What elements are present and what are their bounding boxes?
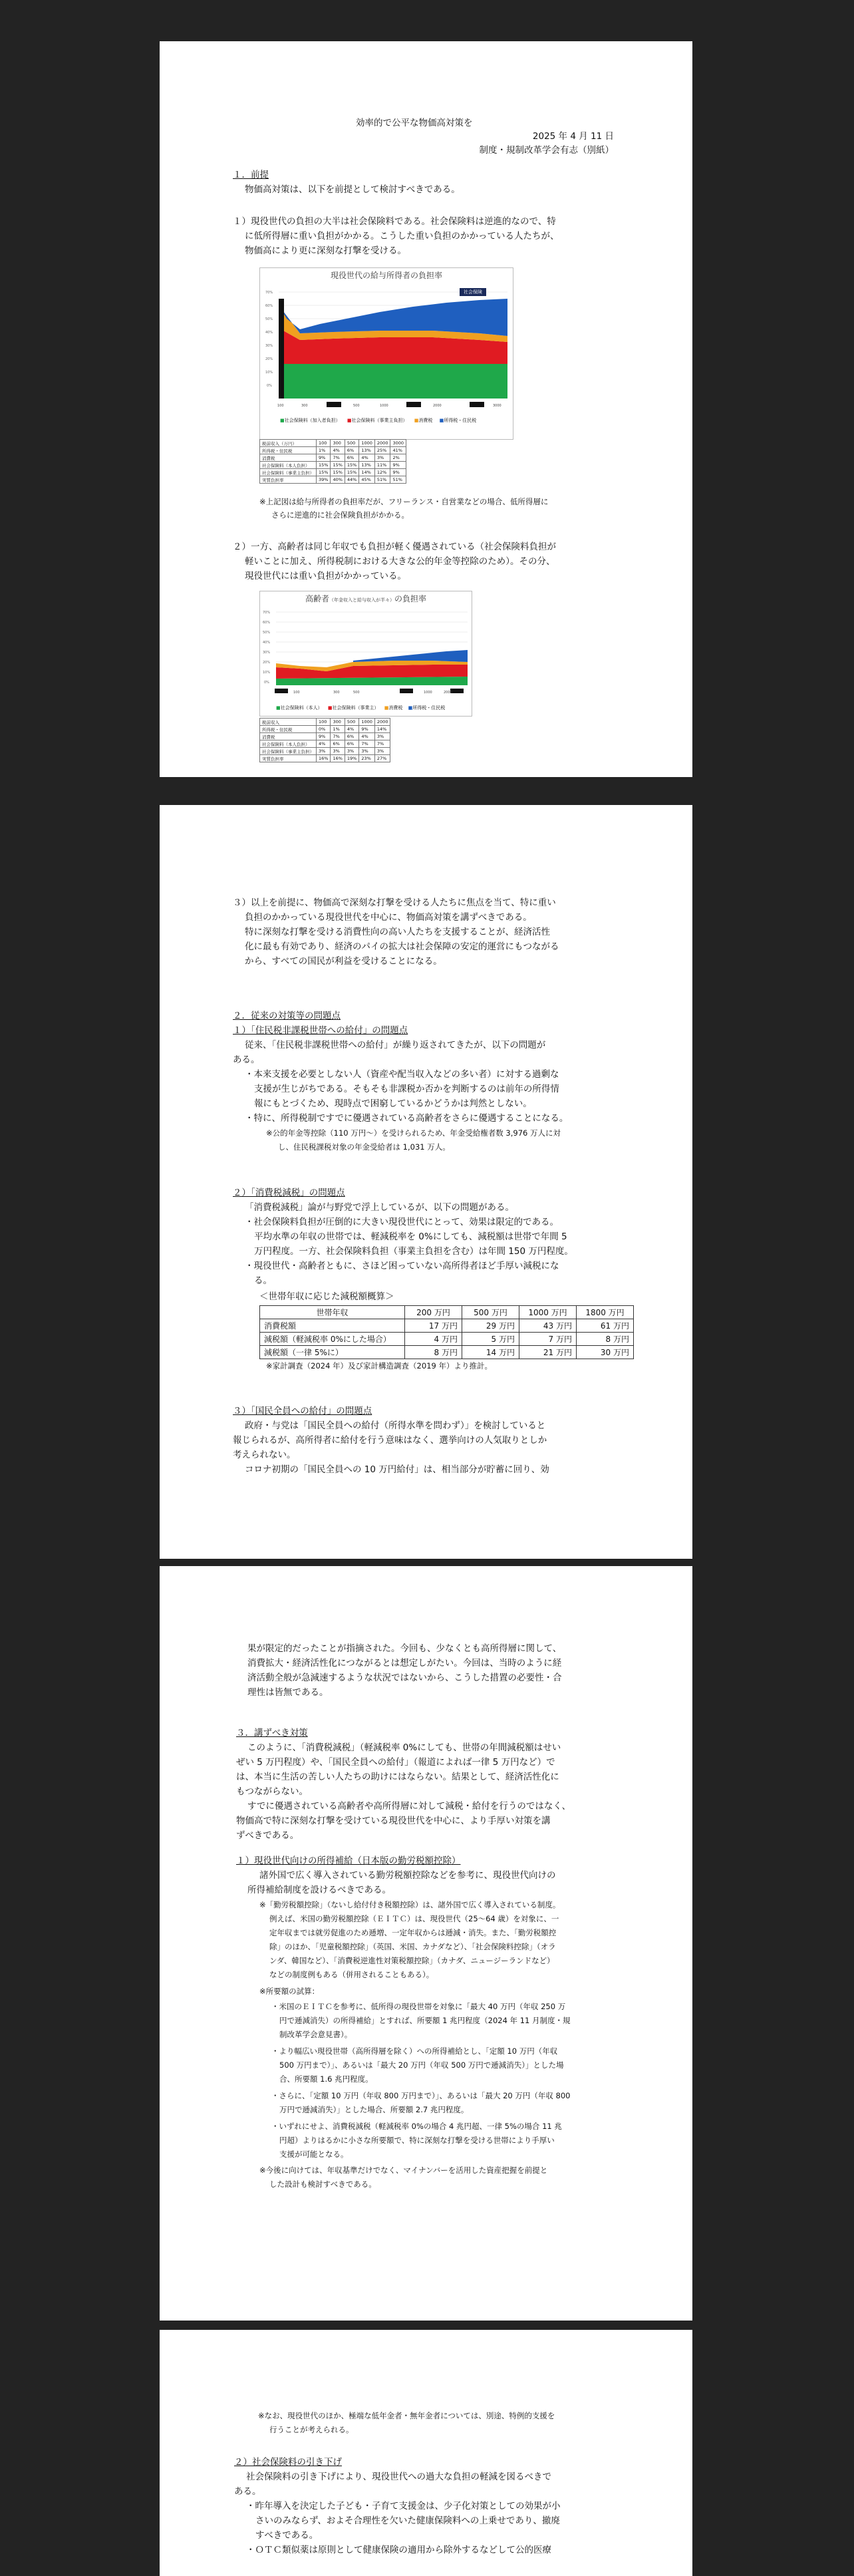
table-row: 世帯年収 200 万円 500 万円 1000 万円 1800 万円 bbox=[260, 1306, 634, 1319]
note-1-line: ※上記図は給与所得者の負担率だが、フリーランス・自営業などの場合、低所得層に bbox=[259, 497, 549, 506]
point-3-line: 化に最も有効であり、経済のパイの拡大は社会保障の安定的運営にもつながる bbox=[245, 941, 559, 952]
chart-1-title: 現役世代の給与所得者の負担率 bbox=[330, 271, 442, 280]
legend-item: 所得税・住民税 bbox=[444, 418, 477, 423]
svg-text:3000: 3000 bbox=[493, 404, 501, 408]
body-line: 理性は皆無である。 bbox=[247, 1687, 329, 1698]
page-3 bbox=[160, 1566, 692, 2321]
band-income-tax bbox=[353, 650, 468, 662]
svg-text:1000: 1000 bbox=[424, 691, 432, 695]
table-row: 税前収入（万円） 100 300 500 1000 2000 3000 bbox=[260, 440, 406, 447]
svg-text:50%: 50% bbox=[263, 631, 271, 635]
svg-text:30%: 30% bbox=[263, 651, 271, 655]
body-line: 従来、「住民税非課税世帯への給付」が繰り返されてきたが、以下の問題が bbox=[245, 1040, 546, 1050]
body-line: る。 bbox=[254, 1275, 272, 1286]
body-line: ぜい 5 万円程度）や、「国民全員への給付」（報道によれば一律 5 万円など）で bbox=[236, 1757, 555, 1768]
note-line: ・いずれにせよ、消費税減税（軽減税率 0%の場合 4 兆円超、一律 5%の場合 11 兆 bbox=[271, 2122, 562, 2131]
note-line: などの制度例もある（併用されることもある）。 bbox=[269, 1970, 434, 1979]
svg-text:60%: 60% bbox=[263, 621, 271, 625]
section-2-heading: ２．従来の対策等の問題点 bbox=[233, 1011, 341, 1021]
point-1-line: 物価高により更に深刻な打撃を受ける。 bbox=[245, 245, 406, 256]
svg-text:2000: 2000 bbox=[433, 404, 442, 408]
note-line: 除」のほか、「児童税額控除」（英国、米国、カナダなど）、「社会保険料控除」（オラ bbox=[269, 1942, 556, 1951]
page-1 bbox=[160, 41, 692, 777]
svg-text:40%: 40% bbox=[263, 641, 271, 645]
legend-item: 消費税 bbox=[388, 705, 403, 711]
note-line: ※今後に向けては、年収基準だけでなく、マイナンバーを活用した資産把握を前提と bbox=[259, 2166, 548, 2175]
svg-text:1000: 1000 bbox=[380, 404, 388, 408]
section-2-2-heading: ２）「消費税減税」の問題点 bbox=[233, 1188, 345, 1198]
svg-text:2000: 2000 bbox=[444, 691, 452, 695]
body-line: ・特に、所得税制ですでに優遇されている高齢者をさらに優遇することになる。 bbox=[245, 1113, 569, 1124]
point-2-line: ２）一方、高齢者は同じ年収でも負担が軽く優遇されている（社会保険料負担が bbox=[233, 542, 556, 552]
svg-text:70%: 70% bbox=[265, 291, 273, 295]
body-line: コロナ初期の「国民全員への 10 万円給付」は、相当部分が貯蓄に回り、効 bbox=[245, 1464, 549, 1475]
chart-1-legend: ■社会保険料（加入者負担） ■社会保険料（事業主負担） ■消費税 ■所得税・住民税 bbox=[280, 418, 477, 423]
table-row: 実質負担率 16% 16% 19% 23% 27% bbox=[260, 755, 390, 762]
note-line: ・より幅広い現役世帯（高所得層を除く）への所得補給とし、「定額 10 万円（年収 bbox=[271, 2046, 558, 2056]
page-2 bbox=[160, 805, 692, 1559]
chart-working-burden bbox=[259, 267, 513, 440]
body-line: ・現役世代・高齢者ともに、さほど困っていない高所得者ほど手厚い減税にな bbox=[245, 1261, 559, 1271]
table-row: 減税額（一律 5%に） 8 万円 14 万円 21 万円 30 万円 bbox=[260, 1346, 634, 1359]
note-line: ※なお、現役世代のほか、極端な低年金者・無年金者については、別途、特例的支援を bbox=[258, 2411, 555, 2420]
chart-1-badge: 社会保険 bbox=[460, 288, 486, 296]
tax-reduction-table bbox=[259, 1305, 634, 1359]
table-row: 税前収入 100 300 500 1000 2000 bbox=[260, 719, 390, 726]
section-2-1-heading: １）「住民税非課税世帯への給付」の問題点 bbox=[233, 1025, 408, 1036]
point-2-line: 軽いことに加え、所得税制における大きな公的年金等控除のため）。その分、 bbox=[245, 556, 555, 567]
svg-text:0%: 0% bbox=[267, 384, 272, 388]
section-3-heading: ３．講ずべき対策 bbox=[236, 1728, 308, 1738]
body-line: ・本来支援を必要としない人（資産や配当収入などの多い者）に対する過剰な bbox=[245, 1069, 559, 1080]
note-1-line: さらに逆進的に社会保険負担がかかる。 bbox=[271, 510, 409, 520]
note-line: 制改革学会意見書）。 bbox=[279, 2030, 353, 2039]
table-caption: ＜世帯年収に応じた減税額概算＞ bbox=[259, 1291, 394, 1302]
body-line: 果が限定的だったことが指摘された。今回も、少なくとも高所得層に関して、 bbox=[247, 1643, 562, 1654]
svg-text:500: 500 bbox=[353, 691, 360, 695]
point-3-line: から、すべての国民が利益を受けることになる。 bbox=[245, 956, 442, 967]
chart-1-table bbox=[259, 439, 406, 484]
table-row: 社会保険料（事業主負担） 3% 3% 3% 3% 3% bbox=[260, 748, 390, 755]
svg-text:500: 500 bbox=[353, 404, 360, 408]
body-line: 消費拡大・経済活性化につながるとは想定しがたい。今回は、当時のように経 bbox=[247, 1658, 562, 1669]
body-line: ずべきである。 bbox=[236, 1830, 299, 1841]
body-line: 平均水準の年収の世帯では、軽減税率を 0%にしても、減税額は世帯で年間 5 bbox=[254, 1231, 567, 1242]
table-row: 実質負担率 39% 40% 44% 45% 51% 51% bbox=[260, 476, 406, 484]
body-line: ・社会保険料負担が圧倒的に大きい現役世代にとって、効果は限定的である。 bbox=[245, 1217, 559, 1227]
svg-text:70%: 70% bbox=[263, 611, 271, 615]
chart-2-plot bbox=[260, 602, 472, 702]
chart-2-legend: ■社会保険料（本人） ■社会保険料（事業主） ■消費税 ■所得税・住民税 bbox=[276, 705, 446, 711]
band-income-tax bbox=[279, 299, 507, 336]
body-line: このように、「消費税減税」（軽減税率 0%にしても、世帯の年間減税額はせい bbox=[247, 1742, 561, 1753]
note-line: 500 万円まで）」、あるいは「最大 20 万円（年収 500 万円で逓減消失）」とした場 bbox=[279, 2060, 564, 2070]
body-line: ・ＯＴＣ類似薬は原則として健康保険の適用から除外するなどして公的医療 bbox=[246, 2545, 551, 2555]
note-line: 合、所要額 1.6 兆円程度。 bbox=[279, 2074, 373, 2084]
point-2-line: 現役世代には重い負担がかかっている。 bbox=[245, 571, 406, 581]
note-line: ・さらに、「定額 10 万円（年収 800 万円まで）」、あるいは「最大 20 万円（年収 800 bbox=[271, 2091, 571, 2100]
note-line: ンダ、韓国など）、「消費税逆進性対策税額控除」（カナダ、ニュージーランドなど） bbox=[269, 1956, 555, 1965]
section-2-3-heading: ３）「国民全員への給付」の問題点 bbox=[233, 1406, 372, 1416]
note-line: 万円で逓減消失）」とした場合、所要額 2.7 兆円程度。 bbox=[279, 2105, 469, 2114]
point-3-line: 負担のかかっている現役世代を中心に、物価高対策を講ずべきである。 bbox=[245, 912, 532, 923]
chart-elderly-burden bbox=[259, 591, 472, 717]
note-line: 支援が可能となる。 bbox=[279, 2150, 349, 2159]
svg-text:60%: 60% bbox=[265, 304, 273, 308]
chart-2-title: 高齢者（年金収入と給与収入が半々）の負担率 bbox=[305, 594, 427, 603]
table-note: ※家計調査（2024 年）及び家計構造調査（2019 年）より推計。 bbox=[266, 1361, 492, 1370]
table-row: 社会保険料（本人負担） 4% 6% 6% 7% 7% bbox=[260, 740, 390, 748]
table-row: 所得税・住民税 0% 1% 4% 9% 14% bbox=[260, 726, 390, 733]
body-line: 所得補給制度を設けるべきである。 bbox=[247, 1885, 391, 1895]
legend-item: 社会保険料（加入者負担） bbox=[284, 418, 341, 423]
body-line: 政府・与党は「国民全員への給付（所得水準を問わず）」を検討していると bbox=[245, 1420, 546, 1431]
legend-item: 社会保険料（本人） bbox=[280, 705, 323, 711]
point-3-line: 特に深刻な打撃を受ける消費性向の高い人たちを支援することが、経済活性 bbox=[245, 927, 550, 937]
body-line: 社会保険料の引き下げにより、現役世代への過大な負担の軽減を図るべきで bbox=[246, 2472, 551, 2482]
chart-2-table bbox=[259, 718, 390, 762]
note-line: 円超）よりはるかに小さな所要額で、特に深刻な打撃を受ける世帯により手厚い bbox=[279, 2136, 555, 2145]
body-line: 物価高で特に深刻な打撃を受けている現役世代を中心に、より手厚い対策を講 bbox=[236, 1816, 551, 1826]
note-line: ※公的年金等控除（110 万円～）を受けられるため、年金受給権者数 3,976 万人に対 bbox=[266, 1128, 561, 1138]
body-line: は、本当に生活の苦しい人たちの助けにはならない。結果として、経済活性化に bbox=[236, 1772, 559, 1782]
doc-date: 2025 年 4 月 11 日 bbox=[532, 131, 614, 142]
body-line: 済活動全般が急減速するような状況ではないから、こうした措置の必要性・合 bbox=[247, 1673, 562, 1683]
note-line: し、住民税課税対象の年金受給者は 1,031 万人。 bbox=[278, 1142, 450, 1152]
band-employee-insurance bbox=[279, 364, 507, 399]
legend-item: 社会保険料（事業主） bbox=[332, 705, 379, 711]
svg-text:300: 300 bbox=[301, 404, 308, 408]
legend-item: 消費税 bbox=[418, 418, 433, 423]
marker-bar bbox=[279, 299, 284, 399]
svg-text:0%: 0% bbox=[264, 681, 269, 685]
note-line: 例えば、米国の勤労税額控除（ＥＩＴＣ）は、現役世代（25～64 歳）を対象に、一 bbox=[269, 1914, 559, 1923]
note-line: 行うことが考えられる。 bbox=[269, 2425, 354, 2434]
svg-text:50%: 50% bbox=[265, 317, 273, 321]
svg-text:20%: 20% bbox=[265, 357, 273, 361]
svg-text:300: 300 bbox=[333, 691, 340, 695]
body-line: ある。 bbox=[234, 2486, 261, 2497]
section-1-intro: 物価高対策は、以下を前提として検討すべきである。 bbox=[245, 184, 460, 195]
point-1-line: １）現役世代の負担の大半は社会保険料である。社会保険料は逆進的なので、特 bbox=[233, 216, 556, 227]
table-row: 消費税 9% 7% 6% 4% 3% 2% bbox=[260, 454, 406, 462]
note-line: 円で逓減消失）の所得補給」とすれば、所要額 1 兆円程度（2024 年 11 月制度・規 bbox=[279, 2016, 571, 2025]
svg-text:20%: 20% bbox=[263, 661, 271, 665]
body-line: さいのみならず、およそ合理性を欠いた健康保険料への上乗せであり、撤廃 bbox=[255, 2515, 560, 2526]
legend-item: 所得税・住民税 bbox=[412, 705, 446, 711]
doc-author: 制度・規制改革学会有志（別紙） bbox=[479, 145, 614, 156]
section-1-heading: １．前提 bbox=[233, 170, 269, 180]
point-3-line: ３）以上を前提に、物価高で深刻な打撃を受ける人たちに焦点を当て、特に重い bbox=[233, 897, 556, 908]
body-line: すでに優遇されている高齢者や高所得層に対して減税・給付を行うのではなく、 bbox=[247, 1801, 571, 1812]
table-row: 社会保険料（本人負担） 15% 15% 15% 13% 11% 9% bbox=[260, 462, 406, 469]
section-3-1-heading: １）現役世代向けの所得補給（日本版の勤労税額控除） bbox=[236, 1855, 461, 1866]
note-title: ※所要額の試算： bbox=[259, 1987, 320, 1996]
svg-text:40%: 40% bbox=[265, 331, 273, 335]
body-line: ・昨年導入を決定した子ども・子育て支援金は、少子化対策としての効果が小 bbox=[246, 2501, 561, 2511]
body-line: 「消費税減税」論が与野党で浮上しているが、以下の問題がある。 bbox=[245, 1202, 514, 1213]
body-line: すべきである。 bbox=[255, 2530, 319, 2541]
note-line: ・米国のＥＩＴＣを参考に、低所得の現役世帯を対象に「最大 40 万円（年収 250 万 bbox=[271, 2002, 566, 2011]
table-row: 減税額（軽減税率 0%にした場合） 4 万円 5 万円 7 万円 8 万円 bbox=[260, 1333, 634, 1346]
body-line: 万円程度。一方、社会保険料負担（事業主負担を含む）は年間 150 万円程度。 bbox=[254, 1246, 573, 1257]
point-1-line: に低所得層に重い負担がかかる。こうした重い負担のかかっている人たちが、 bbox=[245, 231, 559, 242]
body-line: 支援が生じがちである。そもそも非課税か否かを判断するのは前年の所得情 bbox=[254, 1084, 559, 1094]
body-line: もつながらない。 bbox=[236, 1786, 308, 1797]
body-line: 報にもとづくため、現時点で困窮しているかどうかは判然としない。 bbox=[254, 1098, 532, 1109]
table-row: 消費税額 17 万円 29 万円 43 万円 61 万円 bbox=[260, 1319, 634, 1333]
table-row: 社会保険料（事業主負担） 15% 15% 15% 14% 12% 9% bbox=[260, 469, 406, 476]
note-line: 定年収までは就労促進のため逓増、一定年収からは逓減・消失。また、「勤労税額控 bbox=[269, 1928, 557, 1937]
svg-text:100: 100 bbox=[277, 404, 284, 408]
table-row: 所得税・住民税 1% 4% 6% 13% 25% 41% bbox=[260, 447, 406, 454]
note-line: した設計も検討すべきである。 bbox=[269, 2179, 376, 2189]
chart-1-plot bbox=[260, 279, 513, 412]
body-line: 考えられない。 bbox=[233, 1450, 296, 1460]
body-line: 諸外国で広く導入されている勤労税額控除などを参考に、現役世代向けの bbox=[259, 1870, 556, 1881]
svg-text:100: 100 bbox=[293, 691, 300, 695]
body-line: 報じられるが、高所得者に給付を行う意味はなく、選挙向けの人気取りとしか bbox=[233, 1435, 547, 1446]
svg-text:10%: 10% bbox=[263, 671, 271, 675]
section-3-2-heading: ２）社会保険料の引き下げ bbox=[234, 2457, 342, 2468]
svg-text:30%: 30% bbox=[265, 344, 273, 348]
legend-item: 社会保険料（事業主負担） bbox=[351, 418, 408, 423]
table-row: 消費税 9% 7% 6% 4% 3% bbox=[260, 733, 390, 740]
body-line: ある。 bbox=[233, 1054, 260, 1065]
svg-text:10%: 10% bbox=[265, 371, 273, 375]
doc-title: 効率的で公平な物価高対策を bbox=[356, 118, 473, 128]
page-4 bbox=[160, 2330, 692, 2576]
note-line: ※「勤労税額控除」（ないし給付付き税額控除）は、諸外国で広く導入されている制度。 bbox=[259, 1900, 561, 1909]
